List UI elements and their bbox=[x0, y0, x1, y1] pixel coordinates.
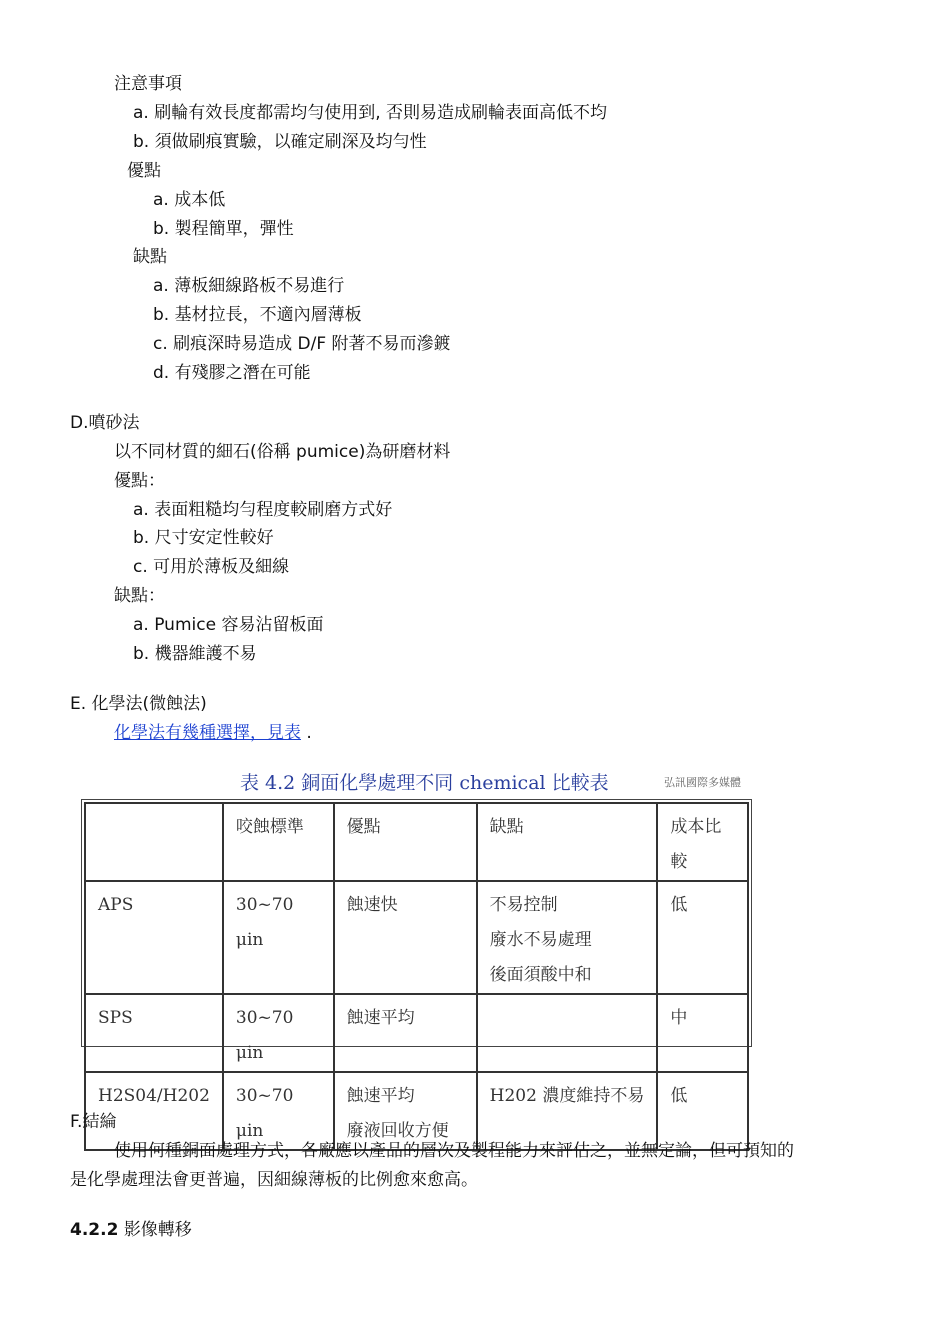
section-f-title: F.結綸 bbox=[70, 1112, 117, 1132]
etch-rate-cell: 30~70 μin bbox=[223, 881, 334, 994]
etch-rate-cell: 30~70 μin bbox=[223, 994, 334, 1072]
cons-heading: 缺點： bbox=[114, 586, 165, 606]
pros-line: 蝕速快 bbox=[346, 895, 398, 915]
section-d-intro: 以不同材質的細石(俗稱 pumice)為研磨材料 bbox=[114, 442, 451, 462]
comparison-table bbox=[84, 802, 749, 1151]
table-link[interactable]: 化學法有幾種選擇，見表 bbox=[114, 723, 301, 743]
cons-item: b. 機器維護不易 bbox=[133, 644, 257, 664]
table-row bbox=[85, 994, 748, 1072]
pros-line: 蝕速平均 bbox=[346, 1086, 415, 1106]
pros-item: a. 成本低 bbox=[153, 190, 226, 210]
header-cell: 成本比較 bbox=[657, 803, 748, 881]
note-item: a. 刷輪有效長度都需均勻使用到, 否則易造成刷輪表面高低不均 bbox=[133, 103, 608, 123]
pros-line: 蝕速平均 bbox=[346, 1008, 415, 1028]
cons-item: a. 薄板細線路板不易進行 bbox=[153, 276, 345, 296]
table-row bbox=[85, 881, 748, 994]
pros-item: a. 表面粗糙均勻程度較刷磨方式好 bbox=[133, 500, 393, 520]
pros-item: c. 可用於薄板及細線 bbox=[133, 557, 290, 577]
pros-item: b. 製程簡單，彈性 bbox=[153, 219, 294, 239]
cons-item: b. 基材拉長，不適內層薄板 bbox=[153, 305, 362, 325]
cons-item: c. 刷痕深時易造成 D/F 附著不易而滲鍍 bbox=[153, 334, 451, 354]
pros-cell bbox=[334, 881, 477, 994]
section-e-title: E. 化學法(微蝕法) bbox=[70, 694, 207, 714]
pros-item: b. 尺寸安定性較好 bbox=[133, 528, 274, 548]
table-row bbox=[85, 1072, 748, 1150]
cost-cell: 低 bbox=[657, 881, 748, 994]
table-caption: 表 4.2 銅面化學處理不同 chemical 比較表 bbox=[240, 772, 609, 794]
cost-cell: 中 bbox=[657, 994, 748, 1072]
conclusion-line: 使用何種銅面處理方式，各廠應以產品的層次及製程能力來評估之，並無定論，但可預知的 bbox=[114, 1141, 794, 1161]
pros-heading: 優點 bbox=[127, 161, 161, 181]
section-title: 影像轉移 bbox=[123, 1220, 192, 1240]
chemical-cell: APS bbox=[85, 881, 223, 994]
header-cell bbox=[85, 803, 223, 881]
table-header-row bbox=[85, 803, 748, 881]
etch-rate-cell: 30~70 μin bbox=[223, 1072, 334, 1150]
header-cell: 咬蝕標準 bbox=[223, 803, 334, 881]
pros-line: 廢液回收方便 bbox=[346, 1121, 449, 1141]
section-number: 4.2.2 bbox=[70, 1220, 119, 1240]
cons-line: 後面須酸中和 bbox=[489, 965, 592, 985]
pros-heading: 優點： bbox=[114, 471, 165, 491]
section-d-title: D.噴砂法 bbox=[70, 413, 140, 433]
chemical-cell: H2S04/H202 bbox=[85, 1072, 223, 1150]
cons-line: 廢水不易處理 bbox=[489, 930, 592, 950]
table-watermark: 弘訊國際多媒體 bbox=[664, 776, 741, 789]
cons-heading: 缺點 bbox=[133, 247, 167, 267]
header-cell: 優點 bbox=[334, 803, 477, 881]
notes-heading: 注意事項 bbox=[114, 74, 182, 94]
cons-cell bbox=[477, 881, 658, 994]
chemical-cell: SPS bbox=[85, 994, 223, 1072]
pros-cell bbox=[334, 1072, 477, 1150]
link-suffix: . bbox=[306, 723, 312, 743]
next-section-heading bbox=[70, 1219, 192, 1241]
cons-cell bbox=[477, 1072, 658, 1150]
cons-line: 不易控制 bbox=[489, 895, 558, 915]
header-cell: 缺點 bbox=[477, 803, 658, 881]
table-reference bbox=[114, 722, 312, 744]
cons-cell bbox=[477, 994, 658, 1072]
cost-cell: 低 bbox=[657, 1072, 748, 1150]
cons-line: H202 濃度維持不易 bbox=[489, 1086, 645, 1106]
conclusion-line: 是化學處理法會更普遍，因細線薄板的比例愈來愈高。 bbox=[70, 1170, 478, 1190]
cons-item: a. Pumice 容易沾留板面 bbox=[133, 615, 324, 635]
cons-item: d. 有殘膠之潛在可能 bbox=[153, 363, 311, 383]
pros-cell bbox=[334, 994, 477, 1072]
note-item: b. 須做刷痕實驗，以確定刷深及均勻性 bbox=[133, 132, 427, 152]
